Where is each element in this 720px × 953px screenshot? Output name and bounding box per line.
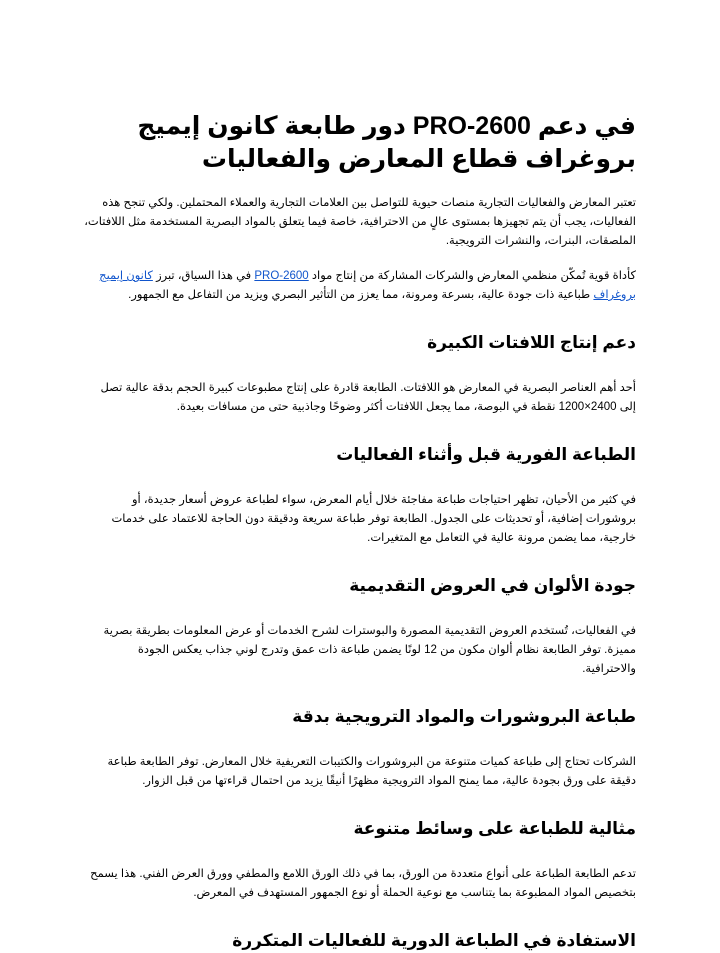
brand-link[interactable]: كانون إيميج بروغراف xyxy=(99,270,636,301)
section-heading-brochures: طباعة البروشورات والمواد الترويجية بدقة xyxy=(292,707,636,726)
section-body-instant-printing: في كثير من الأحيان، تظهر احتياجات طباعة مفاجئة خلال أيام المعرض، سواء لطباعة عروض أسعار جديدة، أو بروشورات إضافية، أو تحديثات على الجدول. الطابعة توفر طباعة سريعة ودقيقة دون الحاجة للاعتماد على خدمات خارجية، مما يضمن مرونة عالية في التعامل مع المتغيرات. xyxy=(111,494,636,544)
section-body-brochures: الشركات تحتاج إلى طباعة كميات متنوعة من البروشورات والكتيبات التعريفية خلال المعارض. توفر الطابعة طباعة دقيقة على ورق بجودة عالية، مما يمنح المواد الترويجية مظهرًا أنيقًا يزيد من احتمال قراءتها من قبل الزوار. xyxy=(107,756,636,787)
tool-paragraph-suffix: طباعية ذات جودة عالية، بسرعة ومرونة، مما يعزز من التأثير البصري ويزيد من التفاعل مع الجمهور. xyxy=(128,289,591,301)
model-link[interactable]: PRO-2600 xyxy=(254,270,309,282)
section-body-banners: أحد أهم العناصر البصرية في المعارض هو اللافتات. الطابعة قادرة على إنتاج مطبوعات كبيرة الحجم بدقة عالية تصل إلى 2400×1200 نقطة في البوصة، مما يجعل اللافتات أكثر وضوحًا وجاذبية حتى من مسافات بعيدة. xyxy=(100,382,636,413)
section-body-media: تدعم الطابعة الطباعة على أنواع متعددة من الورق، بما في ذلك الورق اللامع والمطفي وورق العرض الفني. هذا يسمح بتخصيص المواد المطبوعة بما يتناسب مع نوعية الحملة أو نوع الجمهور المستهدف في المعرض. xyxy=(90,868,636,899)
section-heading-color-quality: جودة الألوان في العروض التقديمية xyxy=(349,576,636,595)
section-heading-banners: دعم إنتاج اللافتات الكبيرة xyxy=(427,333,636,352)
tool-paragraph-middle: في هذا السياق، تبرز xyxy=(156,270,252,282)
tool-paragraph xyxy=(84,267,636,305)
intro-paragraph: تعتبر المعارض والفعاليات التجارية منصات حيوية للتواصل بين العلامات التجارية والعملاء المحتملين. ولكي تنجح هذه الفعاليات، يجب أن يتم تجهيزها بمستوى عالٍ من الاحترافية، خاصة فيما يتعلق بالمواد البصرية المستخدمة مثل اللافتات، الملصقات، البنرات، والنشرات الترويجية. xyxy=(84,197,636,247)
section-heading-instant-printing: الطباعة الفورية قبل وأثناء الفعاليات xyxy=(336,445,636,464)
tool-paragraph-prefix: كأداة قوية تُمكّن منظمي المعارض والشركات المشاركة من إنتاج مواد xyxy=(311,270,636,282)
section-body-color-quality: في الفعاليات، تُستخدم العروض التقديمية المصورة والبوسترات لشرح الخدمات أو عرض المعلومات بطريقة بصرية مميزة. توفر الطابعة نظام ألوان مكون من 12 لونًا يضمن طباعة ذات عمق وتدرج لوني جذاب يعكس الجودة والاحترافية. xyxy=(103,625,636,675)
section-heading-media: مثالية للطباعة على وسائط متنوعة xyxy=(353,819,636,838)
page-title: في دعم PRO-2600 دور طابعة كانون إيميج بروغراف قطاع المعارض والفعاليات xyxy=(137,112,636,173)
section-heading-recurring-events: الاستفادة في الطباعة الدورية للفعاليات المتكررة xyxy=(232,931,636,950)
article xyxy=(84,110,636,953)
